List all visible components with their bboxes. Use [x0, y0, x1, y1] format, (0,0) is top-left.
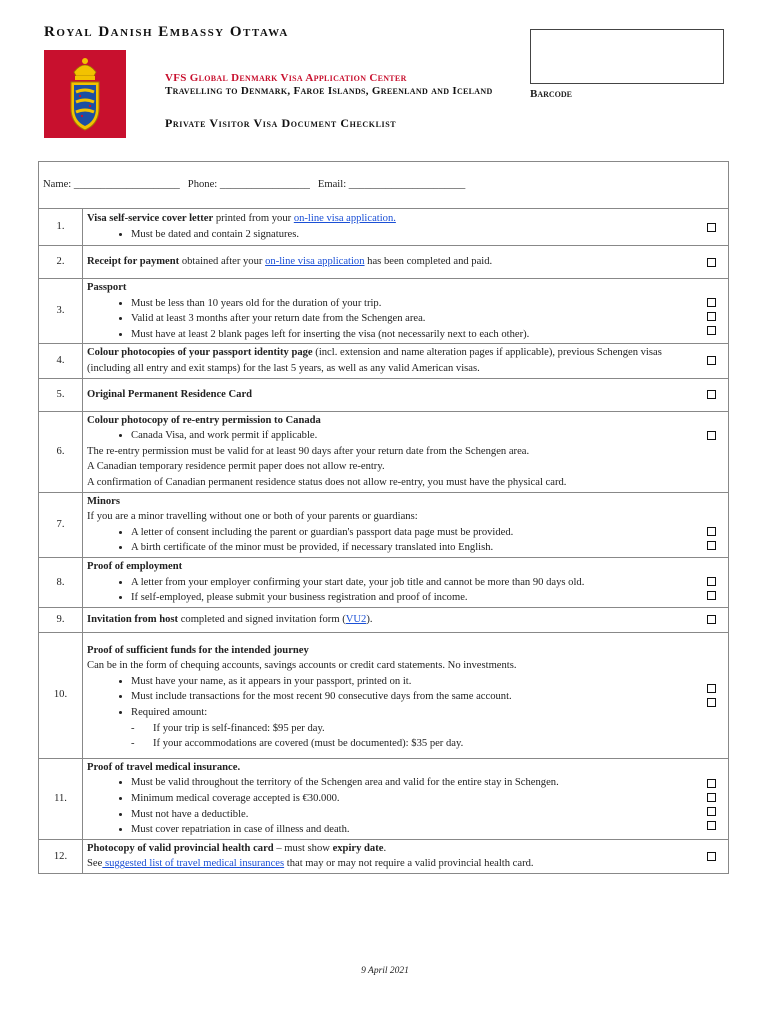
name-field[interactable]: ____________________ [73, 179, 180, 191]
checkbox[interactable] [707, 793, 716, 802]
barcode-label: Barcode [530, 88, 573, 100]
item-title: Proof of travel medical insurance. [87, 761, 241, 773]
phone-label: Phone: [187, 179, 218, 191]
checkbox[interactable] [707, 852, 716, 861]
checkbox[interactable] [707, 541, 716, 550]
item-text: ). [366, 613, 373, 625]
phone-field[interactable]: _________________ [219, 179, 310, 191]
item-number: 4. [39, 344, 83, 378]
checklist-row-1 [39, 209, 729, 246]
bullet: • Must be less than 10 years old for the duration of your trip. [131, 296, 691, 312]
item-title: Photocopy of valid provincial health card [87, 842, 274, 854]
bullet: • If self-employed, please submit your business registration and proof of income. [131, 590, 691, 606]
bullet: • Canada Visa, and work permit if applicable. [131, 428, 691, 444]
checkbox[interactable] [707, 684, 716, 693]
bullet: • Must include transactions for the most recent 90 consecutive days from the same account. [131, 689, 691, 705]
item-number: 8. [39, 557, 83, 607]
item-number: 9. [39, 607, 83, 632]
checklist-row-12 [39, 839, 729, 873]
bullet: • Valid at least 3 months after your return date from the Schengen area. [131, 311, 691, 327]
item-bold-text: expiry date [332, 842, 384, 854]
vfs-center-name: VFS Global Denmark Visa Application Center [165, 72, 407, 84]
item-text: A Canadian temporary residence permit paper does not allow re-entry. [87, 461, 385, 473]
bullet: • Must be dated and contain 2 signatures. [131, 227, 691, 243]
online-visa-application-link[interactable]: on-line visa application. [293, 213, 396, 225]
email-field[interactable]: ______________________ [348, 179, 466, 191]
item-title: Minors [87, 495, 120, 507]
item-title: Proof of employment [87, 560, 183, 572]
checklist-row-6 [39, 411, 729, 492]
insurance-list-link[interactable]: suggested list of travel medical insurances [102, 858, 285, 870]
checklist-row-8 [39, 557, 729, 607]
checklist-row-4 [39, 344, 729, 378]
vu2-form-link[interactable]: VU2 [345, 613, 367, 625]
vfs-destinations: Travelling to Denmark, Faroe Islands, Greenland and Iceland [165, 85, 493, 97]
checklist-title: Private Visitor Visa Document Checklist [165, 116, 397, 130]
item-text: – must show [273, 842, 333, 854]
sub-item: - If your trip is self-financed: $95 per day. [153, 721, 691, 737]
item-text: The re-entry permission must be valid for at least 90 days after your return date from the Schengen area. [87, 445, 530, 457]
email-label: Email: [317, 179, 347, 191]
checkbox[interactable] [707, 356, 716, 365]
item-number: 3. [39, 279, 83, 344]
checkbox[interactable] [707, 591, 716, 600]
item-text: See [87, 858, 103, 870]
bullet: • Must have at least 2 blank pages left for inserting the visa (not necessarily next to each other). [131, 327, 691, 343]
checklist-row-3 [39, 279, 729, 344]
item-title: Passport [87, 282, 127, 293]
item-title: Proof of sufficient funds for the intended journey [87, 644, 309, 656]
item-text: has been completed and paid. [364, 256, 493, 268]
item-number: 12. [39, 839, 83, 873]
checkbox[interactable] [707, 431, 716, 440]
checkbox[interactable] [707, 807, 716, 816]
item-title: Colour photocopies of your passport identity page [87, 347, 313, 359]
document-date: 9 April 2021 [361, 966, 409, 976]
checklist-row-9 [39, 607, 729, 632]
document-checklist-table [38, 161, 729, 874]
checkbox[interactable] [707, 258, 716, 267]
item-title: Invitation from host [87, 613, 179, 625]
item-number: 2. [39, 246, 83, 279]
sub-item: - If your accommodations are covered (must be documented): $35 per day. [153, 736, 691, 752]
checkbox[interactable] [707, 223, 716, 232]
checklist-row-7 [39, 492, 729, 557]
checkbox[interactable] [707, 312, 716, 321]
danish-coat-of-arms-logo [44, 50, 126, 138]
item-number: 11. [39, 758, 83, 839]
bullet: • A letter from your employer confirming your start date, your job title and cannot be more than 90 days old. [131, 575, 691, 591]
checklist-row-5 [39, 378, 729, 411]
checklist-row-11 [39, 758, 729, 839]
item-number: 5. [39, 378, 83, 411]
item-text: . [383, 842, 387, 854]
checkbox[interactable] [707, 326, 716, 335]
item-title: Colour photocopy of re-entry permission to Canada [87, 414, 321, 426]
contact-row [39, 162, 729, 209]
item-number: 6. [39, 411, 83, 492]
item-text: printed from your [213, 213, 294, 225]
item-text: completed and signed invitation form ( [178, 613, 346, 625]
item-text: If you are a minor travelling without one or both of your parents or guardians: [87, 511, 418, 523]
bullet: • Must have your name, as it appears in your passport, printed on it. [131, 674, 691, 690]
item-text: Can be in the form of chequing accounts, savings accounts or credit card statements. No investments. [87, 660, 517, 672]
barcode-box [530, 29, 724, 84]
checkbox[interactable] [707, 779, 716, 788]
checkbox[interactable] [707, 698, 716, 707]
bullet: • Must not have a deductible. [131, 807, 691, 823]
item-title: Original Permanent Residence Card [87, 388, 253, 400]
checkbox[interactable] [707, 821, 716, 830]
bullet: • Must be valid throughout the territory of the Schengen area and valid for the entire stay in Schengen. [131, 775, 691, 791]
name-label: Name: [43, 179, 72, 191]
bullet: • Minimum medical coverage accepted is €30.000. [131, 791, 691, 807]
checkbox[interactable] [707, 527, 716, 536]
item-number: 7. [39, 492, 83, 557]
bullet: • A birth certificate of the minor must be provided, if necessary translated into English. [131, 540, 691, 556]
item-title: Receipt for payment [87, 256, 180, 268]
item-text: A confirmation of Canadian permanent residence status does not allow re-entry, you must have the physical card. [87, 476, 567, 488]
online-visa-application-link[interactable]: on-line visa application [265, 256, 365, 268]
item-text: obtained after your [179, 256, 266, 268]
item-text: that may or may not require a valid provincial health card. [284, 858, 534, 870]
embassy-title: Royal Danish Embassy Ottawa [44, 24, 289, 40]
checklist-row-10 [39, 632, 729, 758]
bullet: • Must cover repatriation in case of illness and death. [131, 822, 691, 838]
item-number: 1. [39, 209, 83, 246]
bullet: • Required amount: [131, 705, 691, 721]
item-title: Visa self-service cover letter [87, 213, 214, 225]
checklist-row-2 [39, 246, 729, 279]
checkbox[interactable] [707, 298, 716, 307]
checkbox[interactable] [707, 577, 716, 586]
item-text: (incl. extension and name alteration pages if applicable), previous Schengen visas (including all entry and exit stamps) for the last 5 years, as well as any valid American visas. [87, 347, 662, 374]
checkbox[interactable] [707, 615, 716, 624]
item-number: 10. [39, 632, 83, 758]
checkbox[interactable] [707, 390, 716, 399]
bullet: • A letter of consent including the parent or guardian's passport data page must be provided. [131, 525, 691, 541]
